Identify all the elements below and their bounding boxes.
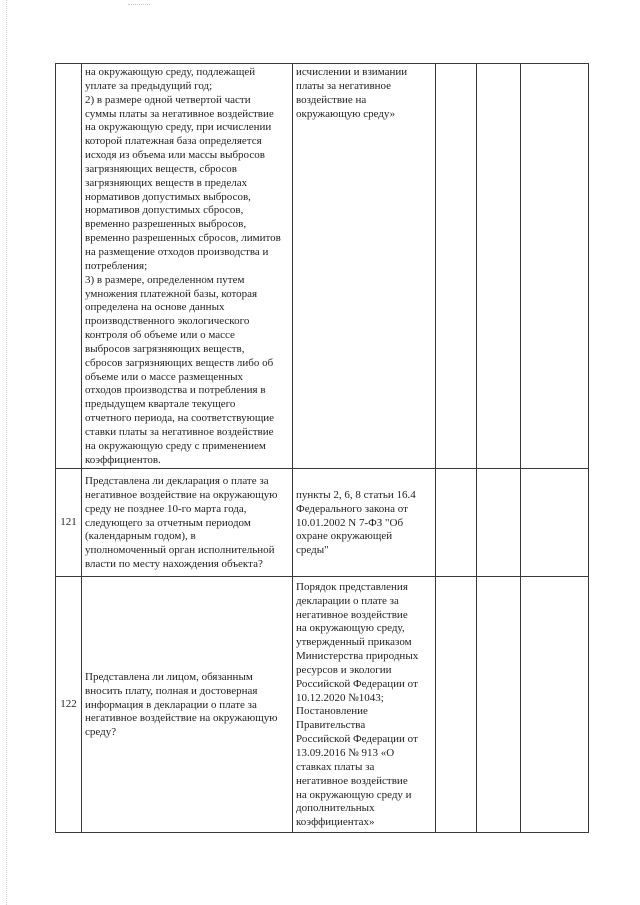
- row-number: 121: [60, 516, 77, 529]
- legal-basis-cell: [293, 64, 436, 469]
- empty-cell: [521, 577, 589, 833]
- legal-basis-text: Порядок представления декларации о плате за негативное воздействие на окружающую среду, утвержденный приказом Министерства природных ресурсов и экологии Российской Федерации от 10.12.2020 №1043; Постановление Правительства Российской Федерации от 13.09.2016 № 913 «О ставках платы за негативное воздействие на окружающую среду и дополнительных коэффициентах»: [296, 580, 419, 829]
- empty-cell: [521, 469, 589, 577]
- row-number: 122: [60, 698, 77, 711]
- empty-cell: [477, 469, 521, 577]
- question-cell: [82, 577, 293, 833]
- table-row: [56, 577, 589, 833]
- row-number-cell: [56, 577, 82, 833]
- table-row: [56, 64, 589, 469]
- question-cell: [82, 64, 293, 469]
- row-number-cell: [56, 64, 82, 469]
- scan-edge-artifact: [6, 0, 7, 905]
- question-text: Представлена ли лицом, обязанным вносить плату, полная и достоверная информация в декларации о плате за негативное воздействие на окружающую среду?: [85, 670, 278, 739]
- question-text: Представлена ли декларация о плате за негативное воздействие на окружающую среду не позднее 10-го марта года, следующего за отчетным периодом (календарным годом), в уполномоченный орган исполнительной власти по месту нахождения объекта?: [85, 475, 278, 571]
- row-number-cell: [56, 469, 82, 577]
- checklist-table: [55, 63, 589, 833]
- empty-cell: [436, 577, 477, 833]
- legal-basis-text: исчислении и взимании платы за негативное воздействие на окружающую среду»: [296, 66, 408, 120]
- empty-cell: [521, 64, 589, 469]
- empty-cell: [436, 64, 477, 469]
- legal-basis-cell: [293, 577, 436, 833]
- empty-cell: [477, 64, 521, 469]
- legal-basis-cell: [293, 469, 436, 577]
- question-text: на окружающую среду, подлежащей уплате за предыдущий год; 2) в размере одной четвертой части суммы платы за негативное воздействие на окружающую среду, при исчислении которой платежная база определяется исходя из объема или массы выбросов загрязняющих веществ, сбросов загрязняющих веществ в пределах нормативов допустимых выбросов, нормативов допустимых сбросов, временно разрешенных выбросов, временно разрешенных сбросов, лимитов на размещение отходов производства и потребления; 3) в размере, определенном путем умножения платежной базы, которая определена на основе данных производственного экологического контроля об объеме или о массе выбросов загрязняющих веществ, сбросов загрязняющих веществ либо об объеме или о массе размещенных отходов производства и потребления в предыдущем квартале текущего отчетного периода, на соответствующие ставки платы за негативное воздействие на окружающую среду с применением коэффициентов.: [85, 66, 281, 466]
- empty-cell: [477, 577, 521, 833]
- question-cell: [82, 469, 293, 577]
- scan-speck-artifact: [128, 4, 150, 7]
- table-row: [56, 469, 589, 577]
- legal-basis-text: пункты 2, 6, 8 статьи 16.4 Федерального закона от 10.01.2002 N 7-ФЗ "Об охране окружающей среды": [296, 488, 416, 557]
- empty-cell: [436, 469, 477, 577]
